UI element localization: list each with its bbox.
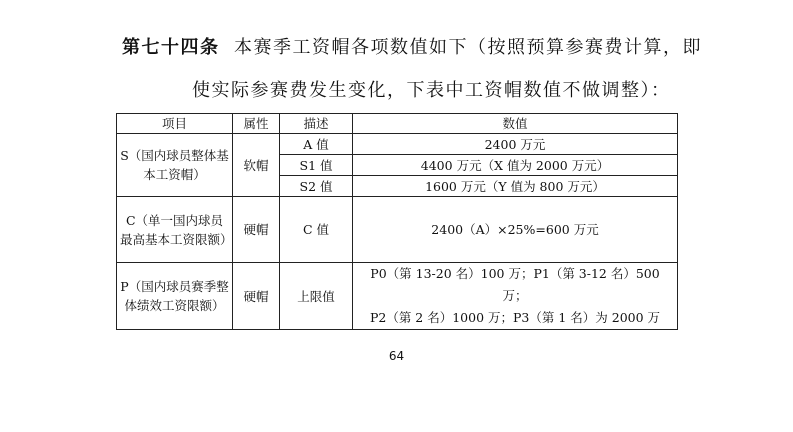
table-row bbox=[117, 134, 678, 155]
header-item: 项目 bbox=[117, 114, 233, 134]
table-row bbox=[117, 263, 678, 330]
desc-cell: C 值 bbox=[280, 197, 353, 263]
item-cell-s: S（国内球员整体基本工资帽） bbox=[117, 134, 233, 197]
desc-cell: A 值 bbox=[280, 134, 353, 155]
item-cell-p: P（国内球员赛季整体绩效工资限额） bbox=[117, 263, 233, 330]
desc-cell: 上限值 bbox=[280, 263, 353, 330]
article-text-2: 使实际参赛费发生变化，下表中工资帽数值不做调整）： bbox=[192, 80, 671, 101]
article-text-1: 本赛季工资帽各项数值如下（按照预算参赛费计算，即 bbox=[233, 37, 702, 58]
salary-cap-table bbox=[116, 113, 678, 330]
attr-cell-c: 硬帽 bbox=[233, 197, 280, 263]
value-line-2: P2（第 2 名）1000 万；P3（第 1 名）为 2000 万 bbox=[369, 310, 661, 325]
article-heading: 第七十四条 bbox=[122, 37, 220, 58]
article-line-1 bbox=[122, 36, 702, 60]
desc-cell: S2 值 bbox=[280, 176, 353, 197]
value-cell: 1600 万元（Y 值为 800 万元） bbox=[353, 176, 678, 197]
table-header-row bbox=[117, 114, 678, 134]
value-cell: 2400 万元 bbox=[353, 134, 678, 155]
table-row bbox=[117, 197, 678, 263]
value-line-1: P0（第 13-20 名）100 万；P1（第 3-12 名）500 万； bbox=[370, 266, 660, 303]
header-desc: 描述 bbox=[280, 114, 353, 134]
value-cell bbox=[353, 263, 678, 330]
attr-cell-p: 硬帽 bbox=[233, 263, 280, 330]
header-value: 数值 bbox=[353, 114, 678, 134]
article-line-2 bbox=[192, 79, 671, 103]
value-cell: 2400（A）×25%=600 万元 bbox=[353, 197, 678, 263]
desc-cell: S1 值 bbox=[280, 155, 353, 176]
attr-cell-s: 软帽 bbox=[233, 134, 280, 197]
item-cell-c: C（单一国内球员最高基本工资限额） bbox=[117, 197, 233, 263]
header-attr: 属性 bbox=[233, 114, 280, 134]
page-number: 64 bbox=[388, 349, 405, 363]
value-cell: 4400 万元（X 值为 2000 万元） bbox=[353, 155, 678, 176]
